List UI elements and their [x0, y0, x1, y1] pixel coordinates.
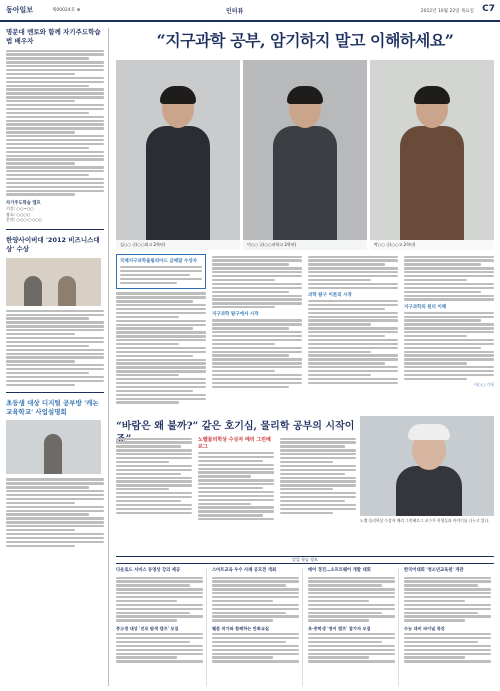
brief-title: 중고생 대상 '진로 탐색 캠프' 모집: [116, 625, 179, 631]
person-figure: [58, 276, 76, 306]
main-article: [116, 254, 494, 414]
brief-column: [308, 568, 399, 686]
camp-info-line: 기간: ○○~○○: [6, 205, 34, 211]
article-column: [198, 436, 274, 556]
professor-photo: [360, 416, 494, 516]
section-divider: [6, 229, 104, 230]
secondary-headline-quote: “바람은 왜 불까?” 같은 호기심, 물리학 공부의 시작이: [116, 421, 355, 432]
left-article-body-2: [6, 310, 104, 386]
article-column: [308, 254, 398, 414]
camp-info-line: 문의: ○○○-○○○○: [6, 217, 43, 223]
article-subheading: 지구과학 탐구에서 시작: [212, 312, 259, 318]
brief-title: 수능 대비 파이널 특강: [404, 625, 445, 631]
brief-title: 다운로드 서비스 동영상 강의 제공: [116, 568, 181, 573]
secondary-article: [116, 436, 356, 556]
camp-info-heading: 자기주도학습 캠프: [6, 200, 41, 206]
masthead: [0, 0, 500, 22]
article-box-title: 국제지구과학올림피아드 금메달 수상자: [120, 259, 198, 264]
photo-caption: 이○○ 군(○○과학고 2학년): [243, 240, 367, 250]
issue-number: 제00024호 ⊕: [52, 8, 81, 13]
left-article-title-3: 초등생 대상 디지털 공부방 '캐논교육학교' 사업설명회: [6, 398, 99, 416]
brief-column: [212, 568, 303, 686]
student-photo-1: [116, 60, 240, 250]
award-photo: [6, 258, 101, 306]
article-subheading: 지구과학의 원리 이해: [404, 304, 447, 310]
camp-info-line: 장소: ○○○○: [6, 211, 31, 217]
article-column: [212, 254, 302, 414]
article-column: [404, 254, 494, 414]
brief-column: [404, 568, 494, 686]
section-name: 인터뷰: [226, 8, 244, 15]
brief-title: 웹툰 작가와 함께하는 만화교실: [212, 625, 269, 631]
left-article-body-3: [6, 478, 104, 546]
professor-photo-caption: 노벨 물리학상 수상자 메리 그린베르그 교수가 학생들과 이야기를 나누고 있다.: [360, 518, 490, 523]
student-photo-3: [370, 60, 494, 250]
page-number: C7: [482, 4, 495, 14]
headline-quote-area: [116, 28, 494, 51]
left-article-title-1: 명문대 멘토와 함께 자기주도학습법 배우자: [6, 28, 101, 45]
brief-title: 스마트교육 우수 사례 공모전 개최: [212, 568, 277, 573]
headline-quote: “지구과학 공부, 암기하지 말고 이해하세요”: [156, 31, 454, 50]
article-column: [280, 436, 356, 556]
interview-photos: [116, 60, 494, 250]
article-column: [116, 254, 206, 414]
photo-caption: 김○○ 군(○○외고 2학년): [116, 240, 240, 250]
article-subheading: 과학 탐구 이론의 시작: [308, 293, 352, 299]
info-section-band: 알뜰 학습 정보: [116, 556, 494, 564]
brief-title: 초·중학생 '영어 캠프' 참가자 모집: [308, 625, 371, 631]
news-briefs: [116, 568, 494, 686]
left-article-body-1: [6, 50, 104, 196]
seminar-photo: [6, 420, 101, 474]
newspaper-logo: 동아일보: [6, 6, 34, 14]
brief-title: 한국어대회 '청소년교육원' 개관: [404, 568, 464, 573]
person-figure: [24, 276, 42, 306]
brief-column: [116, 568, 207, 686]
section-divider: [6, 392, 104, 393]
brief-title: 메어 경진…소프트웨어 개발 대회: [308, 568, 371, 573]
article-column: [116, 436, 192, 556]
article-box: [116, 254, 206, 289]
left-article-title-2: 한양사이버대 '2012 비즈니스대상' 수상: [6, 236, 100, 253]
photo-caption: 박○○ 군(○○고 2학년): [370, 240, 494, 250]
left-column: [6, 28, 109, 686]
article-byline: 이○○ 기자: [474, 382, 494, 388]
student-photo-2: [243, 60, 367, 250]
person-figure: [44, 434, 62, 474]
secondary-article-title: 노벨물리학상 수상자 메리 그린베르그: [198, 437, 271, 450]
publication-date: 2012년 10월 22일 목요일: [420, 9, 474, 14]
